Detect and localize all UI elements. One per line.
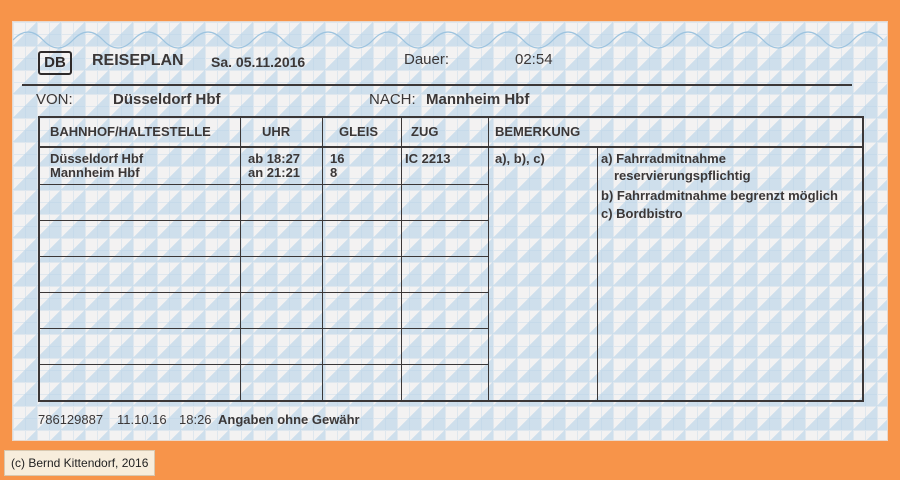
col-divider-3 xyxy=(401,116,402,402)
ticket-number: 786129887 xyxy=(38,412,104,427)
remark-references: a), b), c) xyxy=(495,151,545,166)
from-label: VON: xyxy=(36,91,73,108)
duration-value: 02:54 xyxy=(515,51,553,68)
db-logo: DB xyxy=(38,51,72,75)
time-arrival: an 21:21 xyxy=(248,165,301,180)
row-line xyxy=(38,364,488,365)
duration-label: Dauer: xyxy=(404,51,450,68)
row-line xyxy=(38,220,488,221)
header-train: ZUG xyxy=(411,124,439,139)
row-line xyxy=(38,328,488,329)
travel-date: Sa. 05.11.2016 xyxy=(211,54,306,70)
station-departure: Düsseldorf Hbf xyxy=(50,151,144,166)
to-station: Mannheim Hbf xyxy=(426,91,530,108)
remark-b: b) Fahrradmitnahme begrenzt möglich xyxy=(601,188,838,203)
header-track: GLEIS xyxy=(339,124,379,139)
train-number: IC 2213 xyxy=(405,151,451,166)
copyright-notice: (c) Bernd Kittendorf, 2016 xyxy=(4,450,155,476)
row-line xyxy=(38,292,488,293)
to-label: NACH: xyxy=(369,91,416,108)
track-arrival: 8 xyxy=(330,165,338,180)
header-time: UHR xyxy=(262,124,291,139)
row-line xyxy=(38,256,488,257)
issue-time: 18:26 xyxy=(179,412,212,427)
row-line xyxy=(38,184,488,185)
remark-a-detail: reservierungspflichtig xyxy=(614,168,751,183)
col-divider-4 xyxy=(488,116,489,402)
remark-c: c) Bordbistro xyxy=(601,206,683,221)
issue-date: 11.10.16 xyxy=(117,412,167,427)
header-station: BAHNHOF/HALTESTELLE xyxy=(50,124,211,139)
time-departure: ab 18:27 xyxy=(248,151,301,166)
from-station: Düsseldorf Hbf xyxy=(113,91,221,108)
col-divider-5 xyxy=(597,148,598,402)
itinerary-table xyxy=(38,116,864,402)
header-divider xyxy=(22,84,852,86)
remark-a: a) Fahrradmitnahme xyxy=(601,151,726,166)
station-arrival: Mannheim Hbf xyxy=(50,165,140,180)
header-remarks: BEMERKUNG xyxy=(495,124,581,139)
col-divider-1 xyxy=(240,116,241,402)
table-header-line xyxy=(38,146,864,148)
ticket-title: REISEPLAN xyxy=(92,52,184,69)
col-divider-2 xyxy=(322,116,323,402)
track-departure: 16 xyxy=(330,151,345,166)
disclaimer: Angaben ohne Gewähr xyxy=(218,412,360,427)
